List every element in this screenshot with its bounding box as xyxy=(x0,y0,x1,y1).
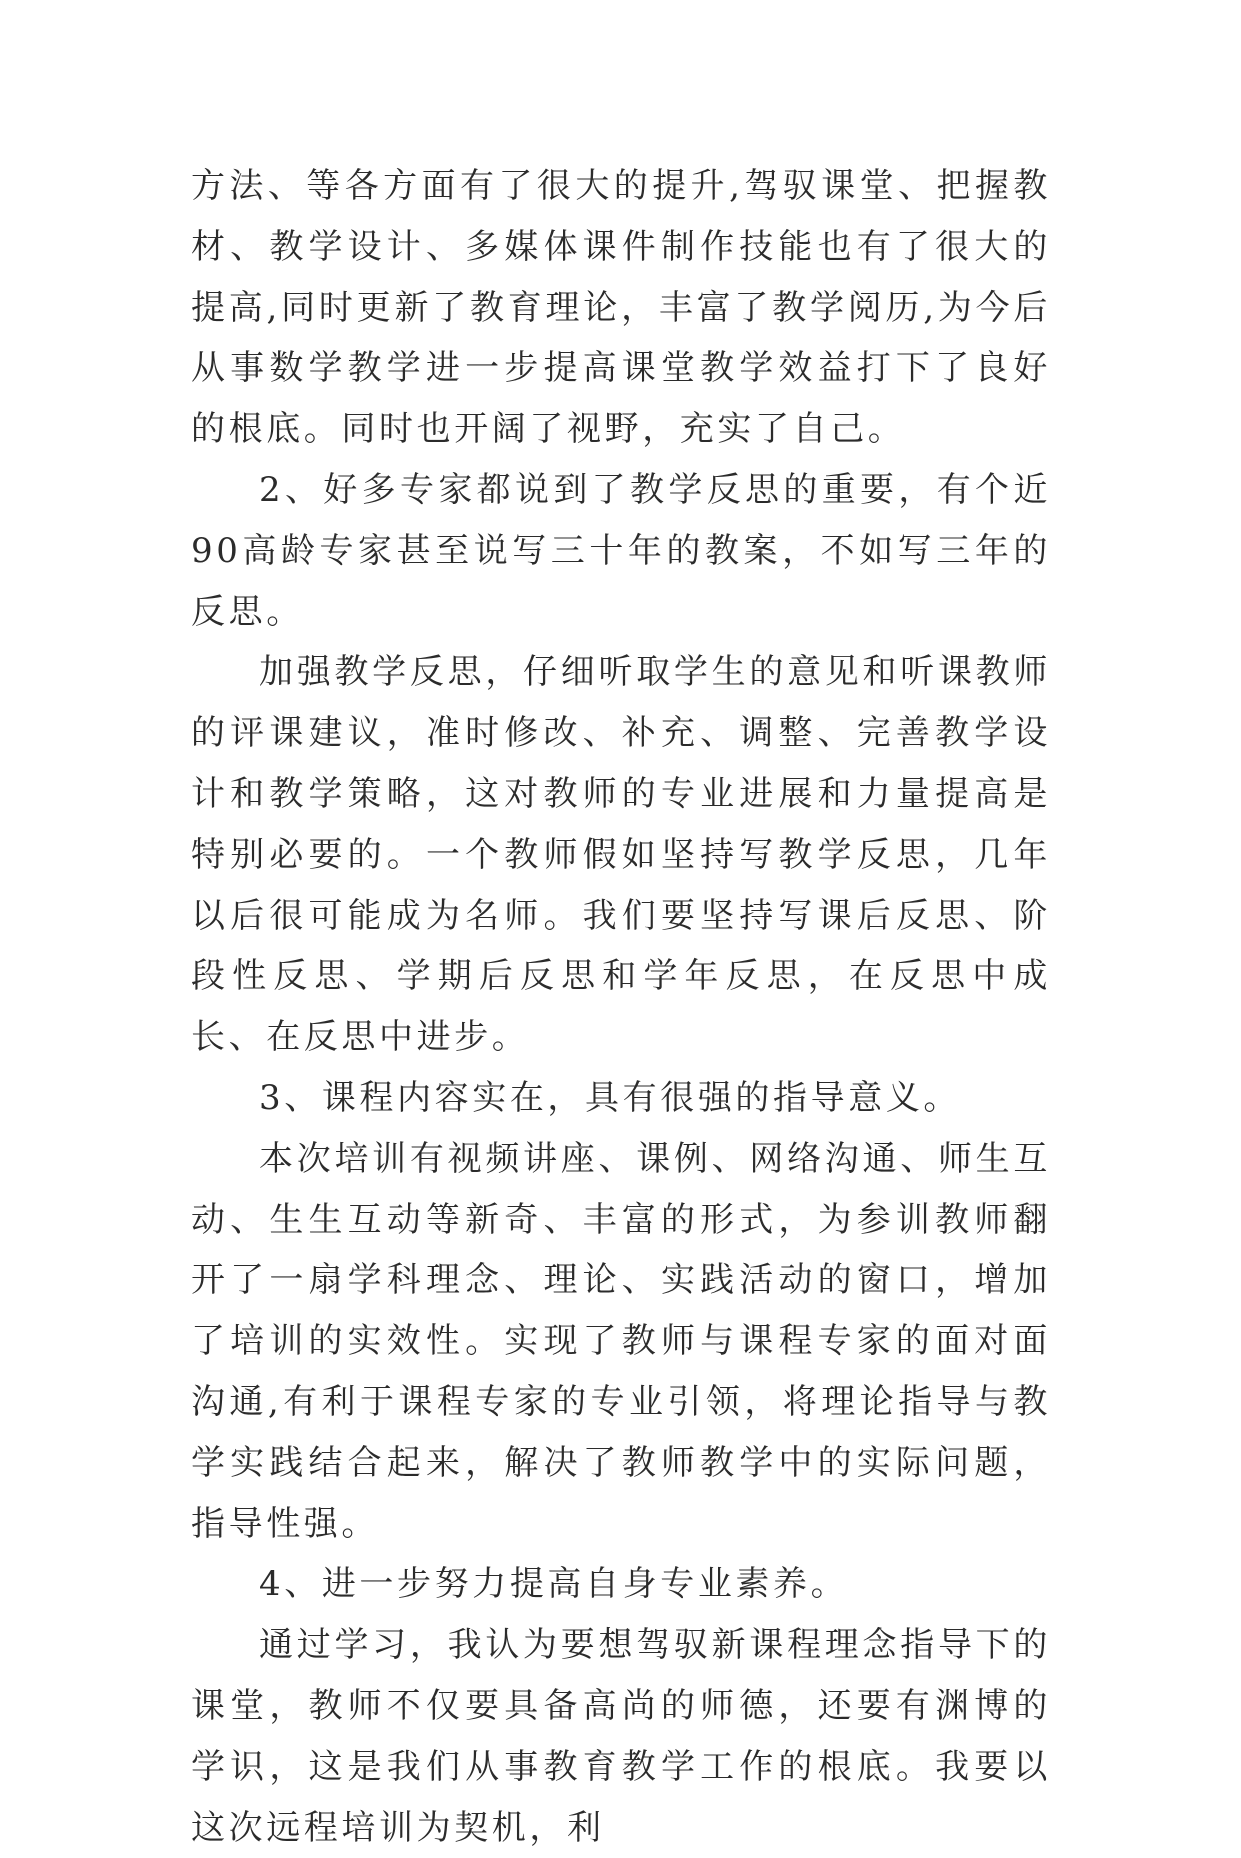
paragraph-point-3: 3、课程内容实在，具有很强的指导意义。 xyxy=(259,1077,962,1118)
paragraph-continuation: 方法、等各方面有了很大的提升,驾驭课堂、把握教材、教学设计、多媒体课件制作技能也有了很大的提高,同时更新了教育理论，丰富了教学阅历,为今后从事数学教学进一步提高课堂教学效益打下了良好的根底。同时也开阔了视野，充实了自己。 xyxy=(191,166,1051,450)
paragraph-training: 本次培训有视频讲座、课例、网络沟通、师生互动、生生互动等新奇、丰富的形式，为参训教师翻开了一扇学科理念、理论、实践活动的窗口，增加了培训的实效性。实现了教师与课程专家的面对面沟通,有利于课程专家的专业引领，将理论指导与教学实践结合起来，解决了教师教学中的实际问题，指导性强。 xyxy=(191,1138,1051,1544)
paragraph-study: 通过学习，我认为要想驾驭新课程理念指导下的课堂，教师不仅要具备高尚的师德，还要有渊博的学识，这是我们从事教育教学工作的根底。我要以这次远程培训为契机，利 xyxy=(191,1625,1051,1848)
paragraph-reflection: 加强教学反思，仔细听取学生的意见和听课教师的评课建议，准时修改、补充、调整、完善教学设计和教学策略，这对教师的专业进展和力量提高是特别必要的。一个教师假如坚持写教学反思，几年以后很可能成为名师。我们要坚持写课后反思、阶段性反思、学期后反思和学年反思，在反思中成长、在反思中进步。 xyxy=(191,652,1051,1058)
document-body xyxy=(191,156,1051,1858)
paragraph-point-2: 2、好多专家都说到了教学反思的重要，有个近90高龄专家甚至说写三十年的教案，不如写三年的反思。 xyxy=(191,469,1051,632)
paragraph-point-4: 4、进一步努力提高自身专业素养。 xyxy=(259,1564,849,1605)
